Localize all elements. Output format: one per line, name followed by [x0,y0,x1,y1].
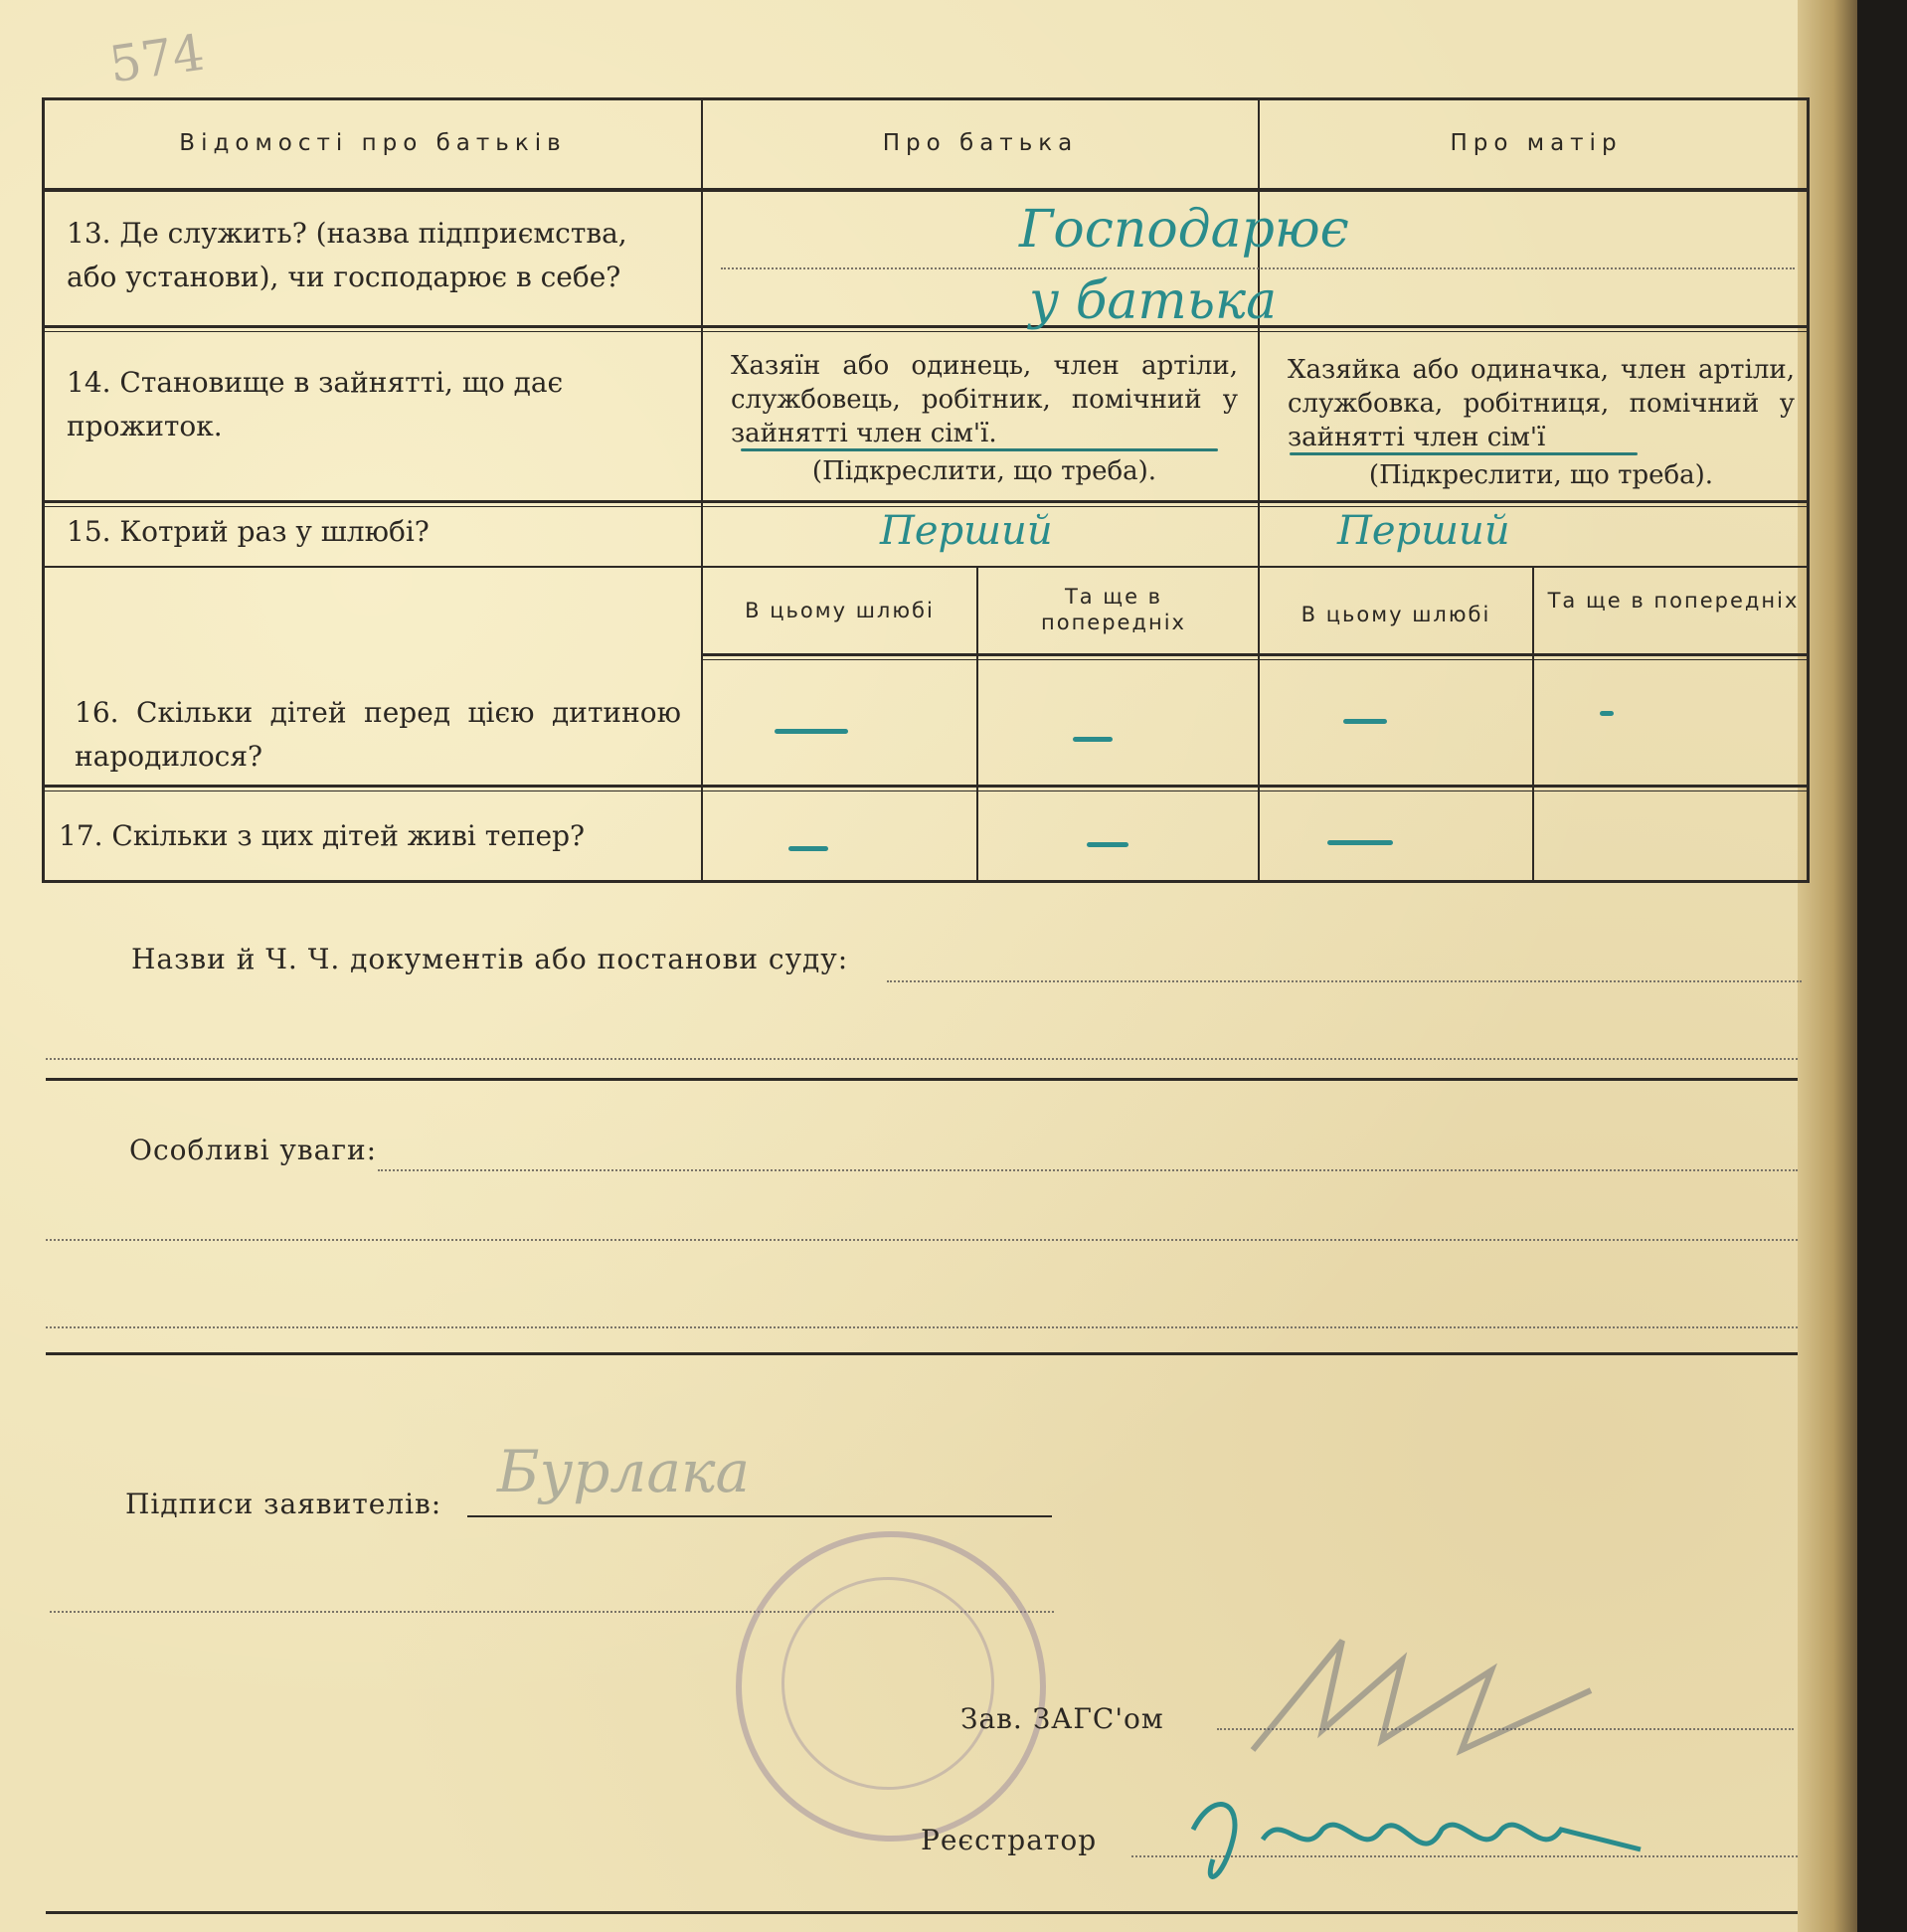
applicant-signature-line [467,1515,1052,1517]
header-father: Про батька [882,130,1079,156]
remarks-line-3 [46,1326,1798,1328]
question-16: 16. Скільки дітей перед цією дитиною народилося? [75,696,681,773]
remarks-label: Особливі уваги: [129,1134,378,1166]
q16-father-this-dash [775,729,848,734]
remarks-divider [46,1352,1798,1355]
mother-occupation-underline [1290,452,1638,455]
archive-number: 574 [105,23,209,94]
head-signature [1233,1601,1611,1770]
father-marriage-count: Перший [880,508,1053,554]
mother-this-marriage-header: В цьому шлюбі [1300,603,1491,626]
header-mother: Про матір [1450,130,1623,156]
applicant-signature: Бурлака [497,1438,751,1505]
q16-mother-this-dash [1343,719,1387,724]
registrar-label: Реєстратор [921,1824,1098,1856]
header-parents-info: Відомості про батьків [179,130,567,156]
father-workplace-line2: у батька [1029,271,1278,331]
father-workplace-line1: Господарює [1019,200,1349,260]
documents-line-2 [46,1058,1798,1060]
mother-occupation-options: Хазяйка або одиначка, член артіли, службовка, робітниця, помічний у зайнятті член сім'ї [1288,355,1795,452]
documents-label: Назви й Ч. Ч. документів або постанови суду: [131,943,849,975]
official-stamp [736,1531,1046,1842]
parents-info-table [42,97,1810,883]
father-previous-header: Та ще в попередніх [1041,585,1186,634]
remarks-line-2 [46,1239,1798,1241]
father-occupation-note: (Підкреслити, що треба). [811,456,1157,486]
father-occupation-options: Хазяїн або одинець, член артіли, службовець, робітник, помічний у зайнятті член сім'ї. [731,351,1238,448]
question-13: 13. Де служить? (назва підприємства, або установи), чи господарює в себе? [67,217,627,293]
remarks-line-1 [378,1169,1798,1171]
father-occupation-underline [741,448,1218,451]
question-15: 15. Котрий раз у шлюбі? [67,515,430,548]
mother-occupation-note: (Підкреслити, що треба). [1368,460,1714,490]
mother-previous-header: Та ще в попередніх [1547,589,1800,613]
question-14: 14. Становище в зайнятті, що дає прожиток. [67,366,564,442]
q16-father-prev-dash [1073,737,1113,742]
mother-marriage-count: Перший [1337,508,1510,554]
registrar-signature [1173,1770,1650,1909]
head-label: Зав. ЗАГС'ом [960,1702,1164,1735]
question-17: 17. Скільки з цих дітей живі тепер? [59,819,586,852]
q17-father-this-dash [788,846,828,851]
bottom-divider [46,1911,1798,1914]
documents-divider [46,1078,1798,1081]
q16-mother-prev-dash [1600,711,1614,716]
signatures-label: Підписи заявителів: [125,1488,442,1520]
q17-mother-this-dash [1327,840,1393,845]
q17-father-prev-dash [1087,842,1128,847]
documents-line-1 [887,980,1802,982]
father-this-marriage-header: В цьому шлюбі [745,599,935,622]
